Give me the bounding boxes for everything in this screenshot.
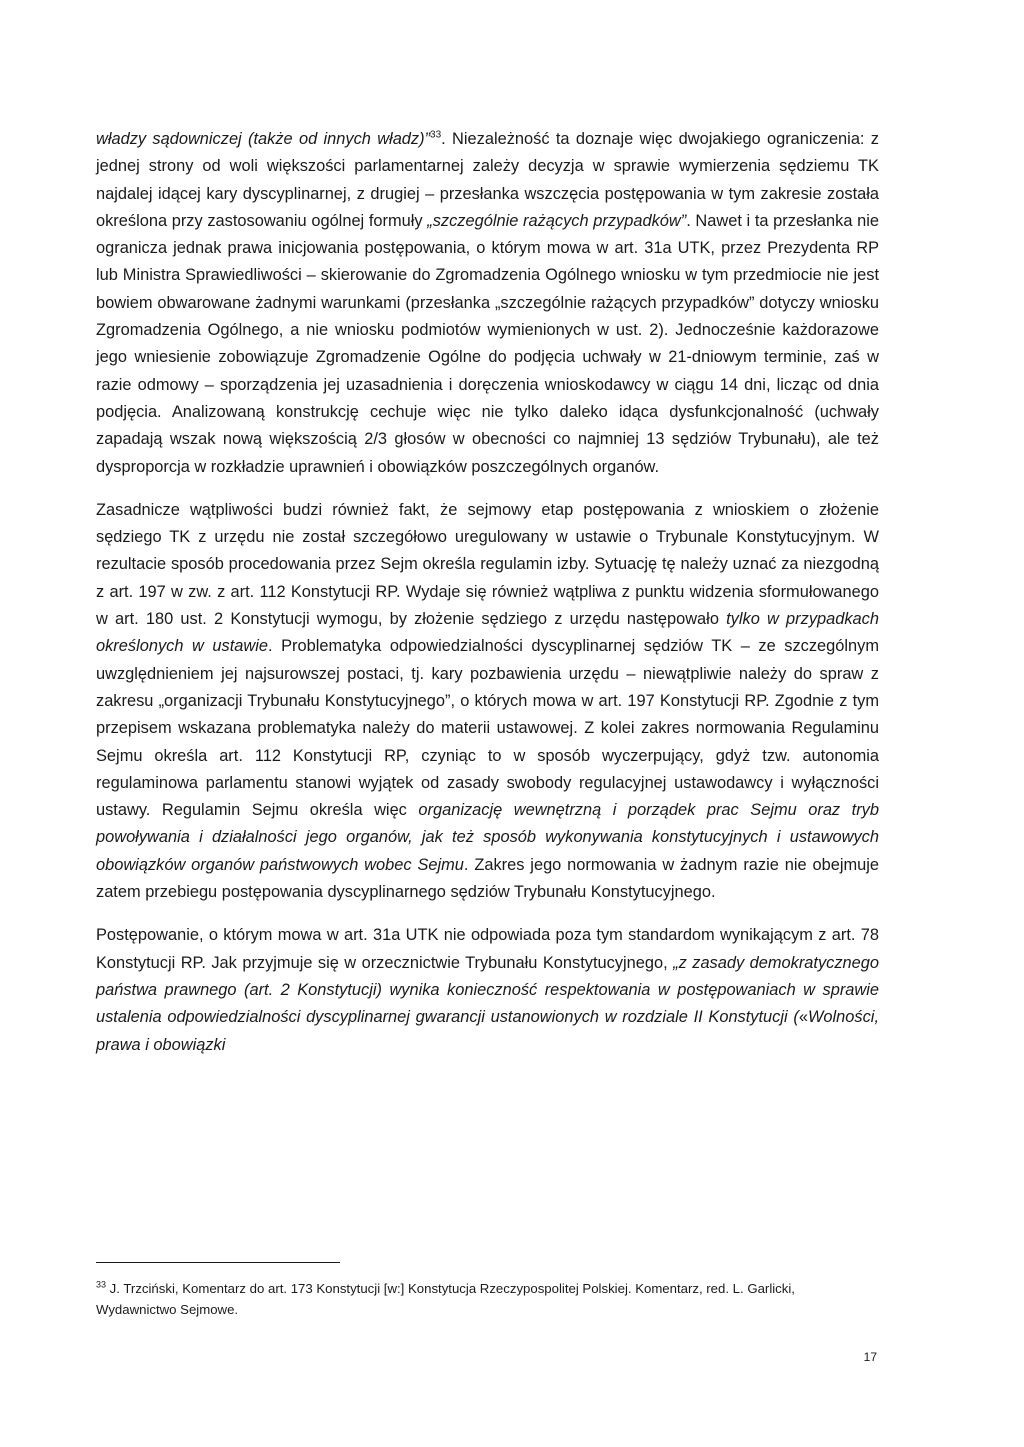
footnote-reference[interactable]: 33 bbox=[430, 129, 442, 141]
paragraph-text: « bbox=[798, 1008, 808, 1027]
paragraph-2 bbox=[96, 497, 879, 906]
italic-quote: „szczególnie rażących przypadków” bbox=[427, 211, 687, 230]
italic-quote: organizację wewnętrzną i porządek prac Sejmu oraz tryb powoływania i działalności jego organów, jak też sposób wykonywania konstytucyjnych i ustawowych obowiązków organów państwowych wobec Sejmu bbox=[96, 801, 879, 874]
paragraph-text: Zasadnicze wątpliwości budzi również fakt, że sejmowy etap postępowania z wnioskiem o złożenie sędziego TK z urzędu nie został szczegółowo uregulowany w ustawie o Trybunale Konstytucyjnym. W rezultacie sposób procedowania przez Sejm określa regulamin izby. Sytuację tę należy uznać za niezgodną z art. 197 w zw. z art. 112 Konstytucji RP. Wydaje się również wątpliwa z punktu widzenia sformułowanego w art. 180 ust. 2 Konstytucji wymogu, by złożenie sędziego z urzędu następowało bbox=[96, 500, 879, 629]
italic-quote: władzy sądowniczej (także od innych władz)” bbox=[96, 130, 431, 148]
paragraph-1 bbox=[96, 126, 879, 481]
footnote-separator bbox=[96, 1262, 340, 1263]
footnote bbox=[96, 1278, 879, 1320]
paragraph-text: Postępowanie, o którym mowa w art. 31a UTK nie odpowiada poza tym standardom wynikającym z art. 78 Konstytucji RP. Jak przyjmuje się w orzecznictwie Trybunału Konstytucyjnego, bbox=[96, 926, 879, 972]
paragraph-3 bbox=[96, 922, 879, 1058]
footnote-text: J. Trzciński, Komentarz do art. 173 Konstytucji [w:] Konstytucja Rzeczypospolitej Polskiej. Komentarz, red. L. Garlicki, Wydawnictwo Sejmowe. bbox=[96, 1281, 795, 1317]
page-number: 17 bbox=[863, 1350, 877, 1364]
italic-phrase: tylko w przypadkach określonych w ustawie bbox=[96, 610, 879, 656]
paragraph-text: . Nawet i ta przesłanka nie ogranicza jednak prawa inicjowania postępowania, o którym mowa w art. 31a UTK, przez Prezydenta RP lub Ministra Sprawiedliwości – skierowanie do Zgromadzenia Ogólnego wniosku w tym przedmiocie nie jest bowiem obwarowane żadnymi warunkami (przesłanka „szczególnie rażących przypadków” dotyczy wniosku Zgromadzenia Ogólnego, a nie wniosku podmiotów wymienionych w ust. 2). Jednocześnie każdorazowe jego wniesienie zobowiązuje Zgromadzenie Ogólne do podjęcia uchwały w 21-dniowym terminie, zaś w razie odmowy – sporządzenia jej uzasadnienia i doręczenia wnioskodawcy w ciągu 14 dni, licząc od dnia podjęcia. Analizowaną konstrukcję cechuje więc nie tylko daleko idąca dysfunkcjonalność (uchwały zapadają wszak nową większością 2/3 głosów w obecności co najmniej 13 sędziów Trybunału), ale też dysproporcja w rozkładzie uprawnień i obowiązków poszczególnych organów. bbox=[96, 211, 879, 476]
paragraph-text: . Problematyka odpowiedzialności dyscyplinarnej sędziów TK – ze szczególnym uwzględnieniem jej najsurowszej postaci, tj. kary pozbawienia urzędu – niewątpliwie należy do spraw z zakresu „organizacji Trybunału Konstytucyjnego”, o których mowa w art. 197 Konstytucji RP. Zgodnie z tym przepisem wskazana problematyka należy do materii ustawowej. Z kolei zakres normowania Regulaminu Sejmu określa art. 112 Konstytucji RP, czyniąc to w sposób wyczerpujący, gdyż tzw. autonomia regulaminowa parlamentu stanowi wyjątek od zasady swobody regulacyjnej ustawodawcy i wyłączności ustawy. Regulamin Sejmu określa więc bbox=[96, 637, 880, 820]
italic-quote: „z zasady demokratycznego państwa prawnego (art. 2 Konstytucji) wynika konieczność respektowania w postępowaniach w sprawie ustalenia odpowiedzialności dyscyplinarnej gwarancji ustanowionych w rozdziale II Konstytucji ( bbox=[96, 953, 879, 1027]
paragraph-text: . Zakres jego normowania w żadnym razie nie obejmuje zatem przebiegu postępowania dyscyplinarnego sędziów Trybunału Konstytucyjnego. bbox=[96, 855, 879, 902]
document-body bbox=[96, 126, 879, 1059]
paragraph-text: . Niezależność ta doznaje więc dwojakiego ograniczenia: z jednej strony od woli większości parlamentarnej zależy decyzja w sprawie wymierzenia sędziemu TK najdalej idącej kary dyscyplinarnej, z drugiej – przesłanka wszczęcia postępowania w tym zakresie została określona przy zastosowaniu ogólnej formuły bbox=[96, 130, 879, 230]
italic-quote: Wolności, prawa i obowiązki bbox=[96, 1008, 879, 1054]
footnote-number: 33 bbox=[96, 1279, 107, 1290]
